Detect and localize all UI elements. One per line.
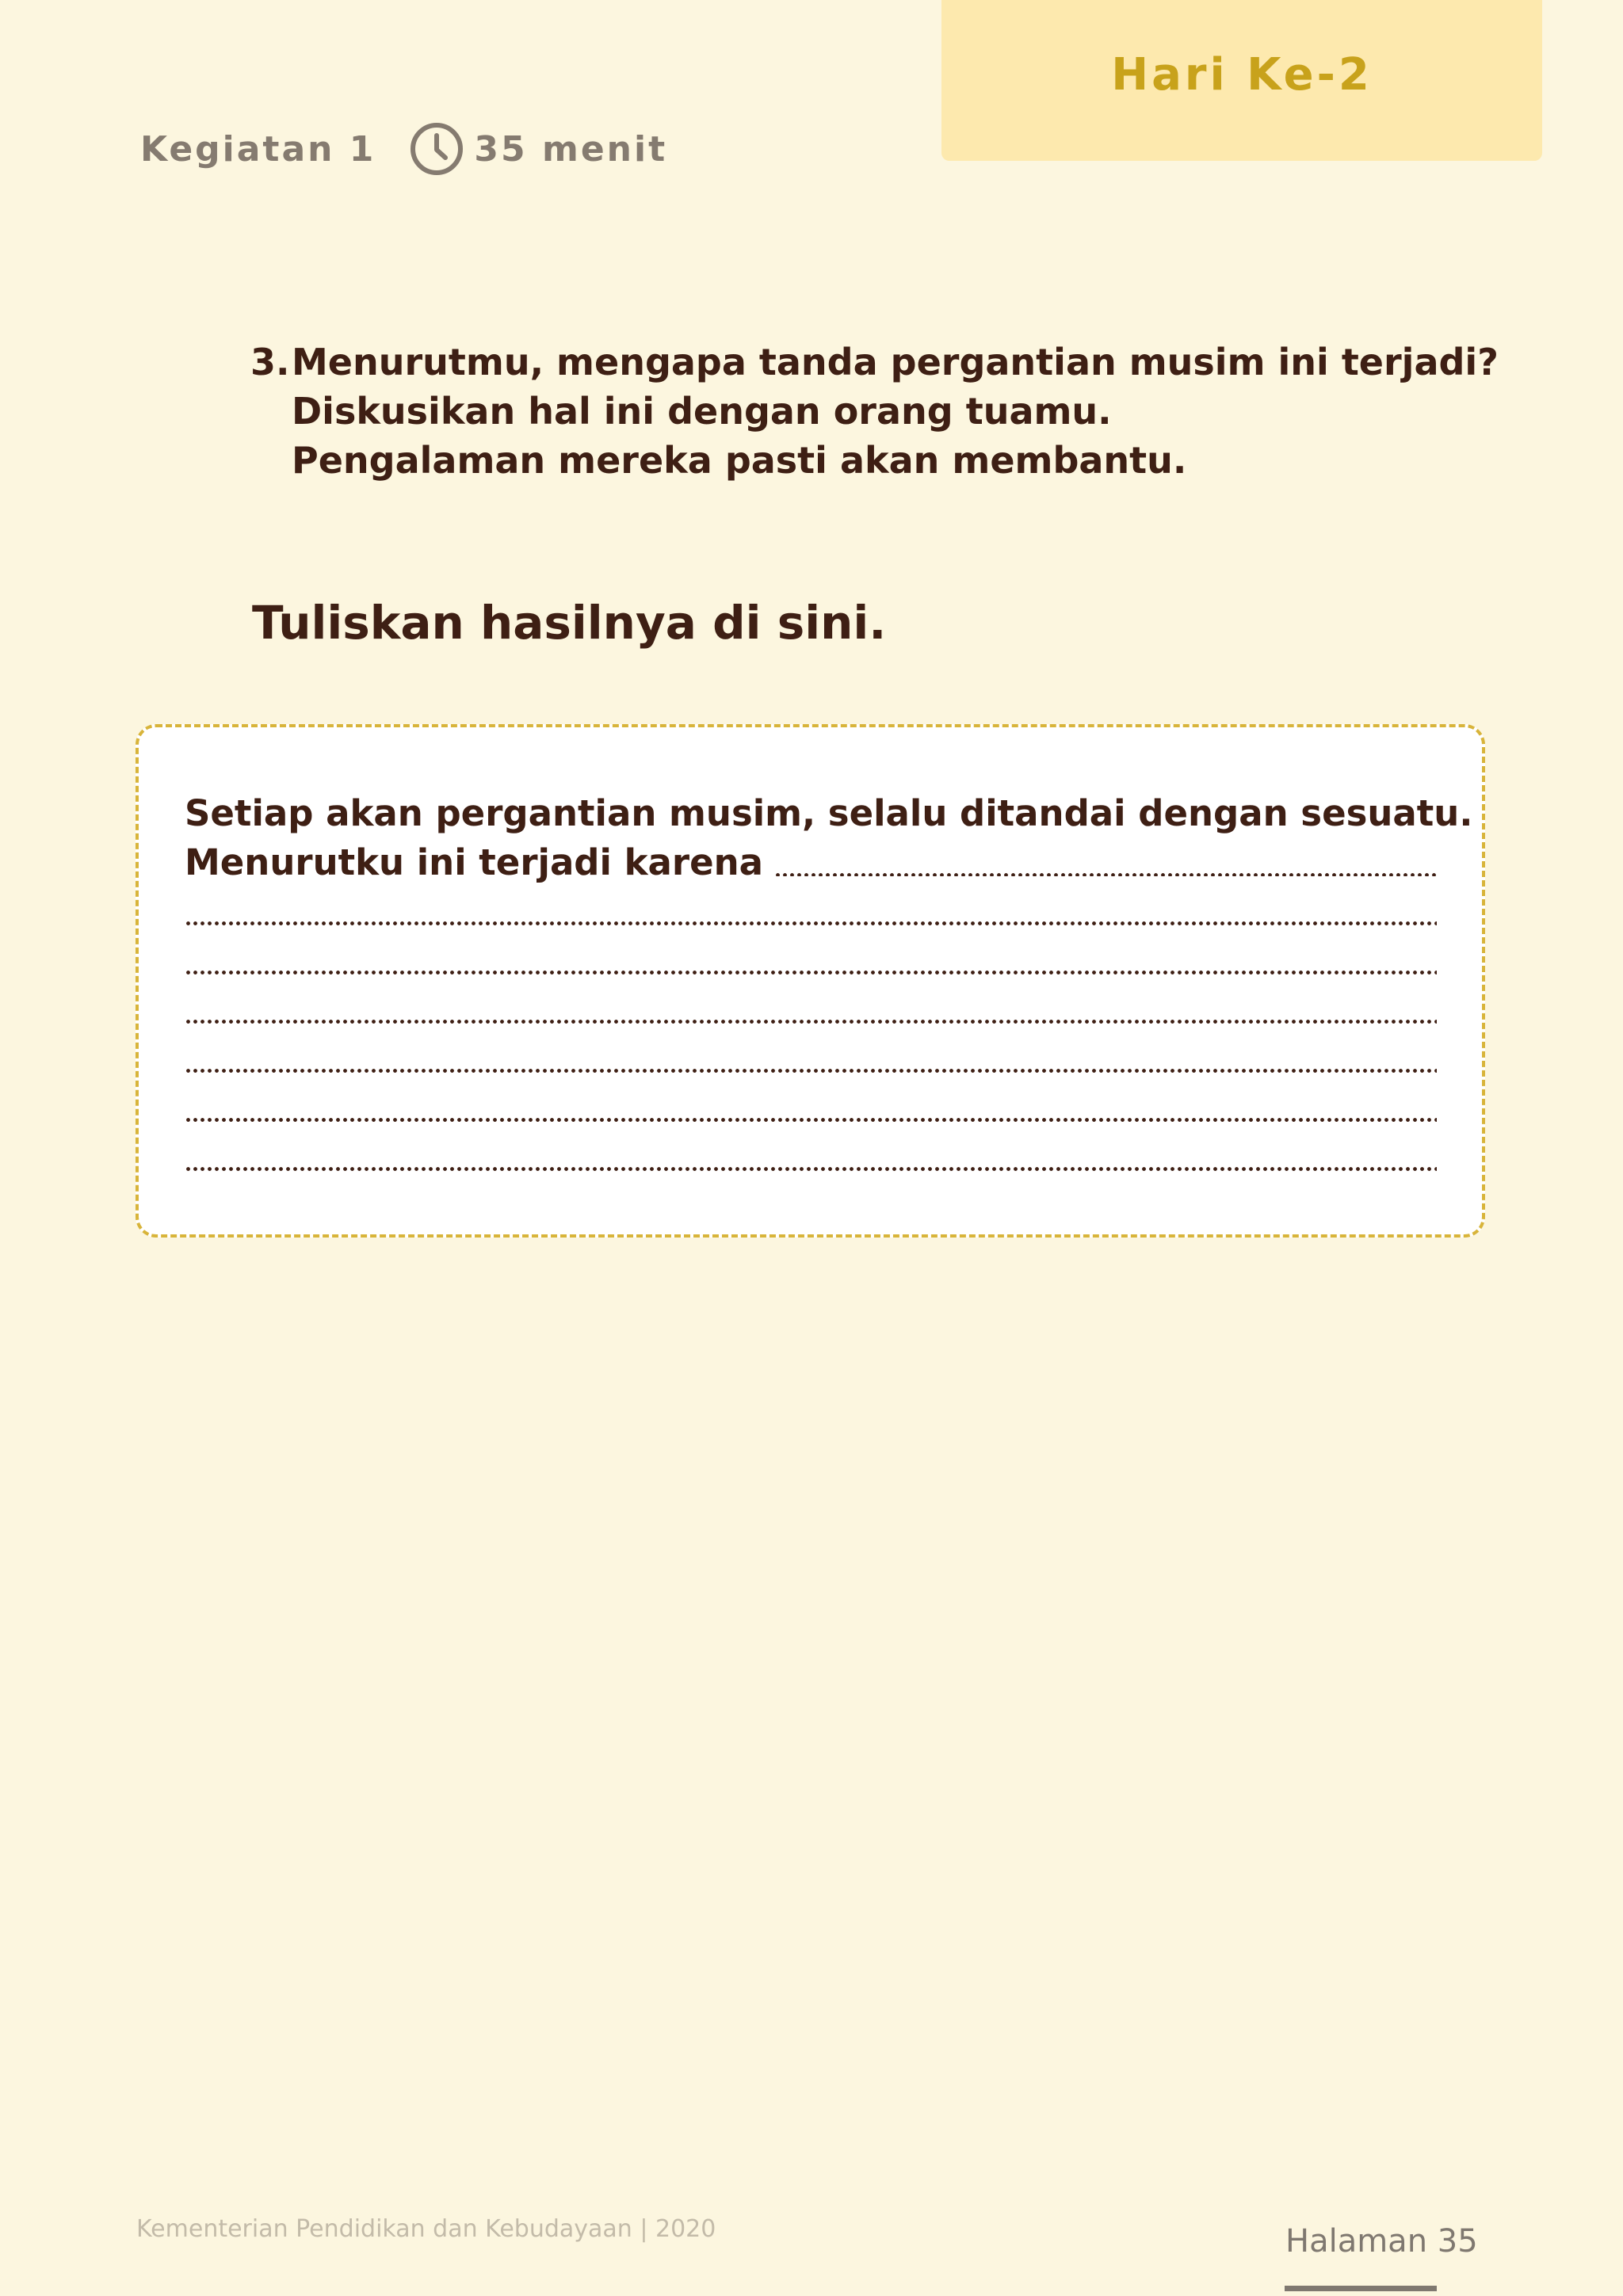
answer-blank-6[interactable] <box>185 1084 1437 1133</box>
question-line-1 <box>250 338 1499 387</box>
answer-blank-5[interactable] <box>185 1035 1437 1084</box>
answer-prompt-1: Setiap akan pergantian musim, selalu ditandai dengan sesuatu. <box>185 792 1473 834</box>
answer-blank-7[interactable] <box>185 1133 1437 1182</box>
activity-label: Kegiatan 1 <box>140 128 376 170</box>
clock-icon <box>409 121 464 177</box>
question-line-3: Pengalaman mereka pasti akan membantu. <box>292 439 1187 482</box>
page-underline <box>1285 2286 1437 2291</box>
activity-header <box>140 127 667 171</box>
answer-content <box>185 789 1473 1182</box>
answer-blank-1[interactable] <box>774 873 1437 876</box>
question-block <box>250 338 1499 485</box>
publisher-footer: Kementerian Pendidikan dan Kebudayaan | 2020 <box>136 2215 716 2243</box>
question-text-1: Menurutmu, mengapa tanda pergantian musim ini terjadi? <box>292 341 1499 383</box>
answer-blank-3[interactable] <box>185 936 1437 986</box>
answer-line-2 <box>185 838 1437 887</box>
question-line-2: Diskusikan hal ini dengan orang tuamu. <box>292 390 1112 433</box>
instruction-heading: Tuliskan hasilnya di sini. <box>252 596 887 650</box>
page-number: 35 <box>1437 2223 1478 2260</box>
page-label: Halaman <box>1285 2223 1428 2260</box>
day-label: Hari Ke-2 <box>1111 49 1373 101</box>
answer-blank-2[interactable] <box>185 887 1437 936</box>
question-number: 3. <box>250 341 290 383</box>
activity-duration: 35 menit <box>474 128 668 170</box>
answer-prompt-2: Menurutku ini terjadi karena <box>185 841 764 883</box>
answer-blank-4[interactable] <box>185 986 1437 1035</box>
answer-box[interactable] <box>136 724 1485 1238</box>
page-indicator <box>1285 2223 1478 2260</box>
day-tab <box>941 0 1542 161</box>
answer-line-1 <box>185 789 1473 838</box>
